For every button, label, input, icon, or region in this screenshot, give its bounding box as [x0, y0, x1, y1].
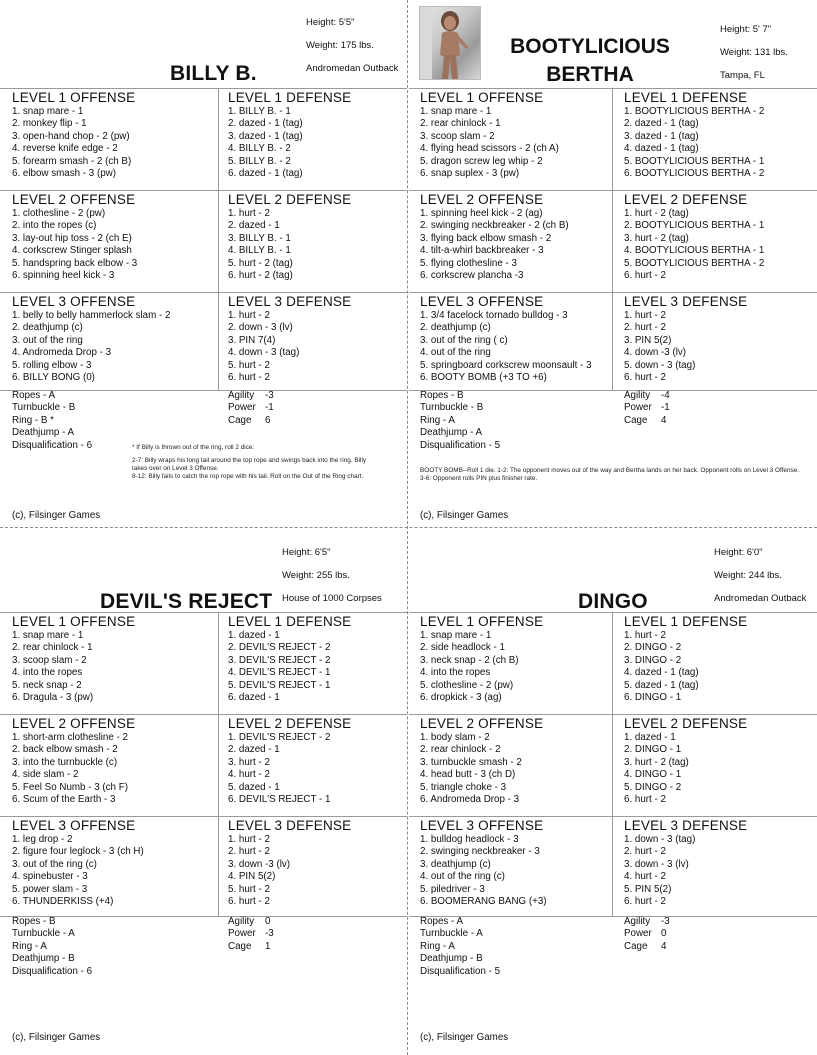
move-entry: 4. DEVIL'S REJECT - 1	[228, 667, 331, 679]
move-entry: 3. lay-out hip toss - 2 (ch E)	[12, 232, 132, 244]
copyright-text: (c), Filsinger Games	[420, 510, 509, 521]
ring-stats	[420, 390, 500, 452]
note-paragraph: 2-7: Billy wraps his long tail around the top rope and swings back into the ring. Billy takes over on Level 3 Offense. 8-12: Billy fails to catch the rop rope with his tail. Roll on the Out of the Ring chart.	[132, 457, 367, 480]
level3-offense-block	[12, 294, 170, 384]
move-entry: 2. side headlock - 1	[420, 642, 505, 654]
move-entry: 6. elbow smash - 3 (pw)	[12, 168, 116, 180]
move-entry: 6. Andromeda Drop - 3	[420, 794, 520, 806]
power-value: -1	[265, 402, 274, 414]
weight-text: Weight: 131 lbs.	[720, 46, 788, 58]
move-entry: 2. hurt - 2	[228, 846, 270, 858]
move-entry: 2. swinging neckbreaker - 2 (ch B)	[420, 220, 569, 232]
move-entry: 4. out of the ring (c)	[420, 871, 505, 883]
move-entry: 4. down - 3 (tag)	[228, 347, 300, 359]
section-heading: LEVEL 3 OFFENSE	[12, 294, 136, 309]
divider	[0, 88, 407, 89]
move-entry: 2. deathjump (c)	[420, 322, 491, 334]
weight-text: Weight: 244 lbs.	[714, 569, 782, 581]
move-entry: 4. BILLY B. - 1	[228, 245, 291, 257]
wrestler-photo	[419, 6, 481, 80]
move-entry: 2. dazed - 1 (tag)	[624, 118, 699, 130]
move-entry: 5. dazed - 1	[228, 781, 280, 793]
level1-defense-block	[624, 90, 764, 180]
move-entry: 6. hurt - 2 (tag)	[228, 270, 293, 282]
power-value: -3	[265, 928, 274, 940]
divider	[0, 190, 407, 191]
move-entry: 6. snap suplex - 3 (pw)	[420, 168, 520, 180]
move-entry: 3. neck snap - 2 (ch B)	[420, 654, 519, 666]
stat-line: Turnbuckle - B	[12, 402, 76, 414]
cage-label: Cage	[624, 414, 648, 426]
agility-label: Agility	[228, 390, 255, 401]
copyright-text: (c), Filsinger Games	[12, 510, 101, 521]
move-entry: 2. rear chinlock - 2	[420, 744, 501, 756]
move-entry: 1. belly to belly hammerlock slam - 2	[12, 310, 171, 321]
stat-line: Disqualification - 6	[12, 439, 93, 451]
stat-line: Ring - A	[12, 940, 47, 952]
move-entry: 2. DINGO - 1	[624, 744, 682, 756]
move-entry: 5. clothesline - 2 (pw)	[420, 679, 514, 691]
section-heading: LEVEL 2 OFFENSE	[12, 192, 136, 207]
move-entry: 3. hurt - 2	[228, 756, 270, 768]
move-entry: 3. dazed - 1 (tag)	[624, 130, 699, 142]
move-entry: 5. power slam - 3	[12, 883, 88, 895]
move-entry: 6. BILLY BONG (0)	[12, 372, 95, 384]
move-entry: 2. rear chinlock - 1	[12, 642, 93, 654]
level2-defense-block	[624, 716, 747, 806]
height-text: Height: 5'5"	[306, 16, 355, 28]
move-entry: 5. triangle choke - 3	[420, 781, 507, 793]
divider	[0, 816, 407, 817]
column-divider	[612, 612, 613, 916]
attribute-stats	[624, 390, 670, 427]
wrestler-info	[720, 12, 810, 93]
hometown-text: Andromedan Outback	[306, 62, 399, 74]
move-entry: 1. body slam - 2	[420, 732, 490, 743]
level1-offense-block	[12, 90, 135, 180]
cage-value: 4	[661, 940, 667, 952]
divider	[409, 88, 817, 89]
column-divider	[612, 88, 613, 390]
section-heading: LEVEL 1 DEFENSE	[624, 614, 748, 629]
move-entry: 5. piledriver - 3	[420, 883, 485, 895]
move-entry: 2. dazed - 1	[228, 220, 280, 232]
section-heading: LEVEL 3 DEFENSE	[624, 818, 748, 833]
move-entry: 5. PIN 5(2)	[624, 883, 672, 895]
move-entry: 5. hurt - 2	[228, 883, 270, 895]
level3-offense-block	[12, 818, 144, 908]
move-entry: 1. BILLY B. - 1	[228, 106, 291, 117]
move-entry: 3. into the turnbuckle (c)	[12, 756, 118, 768]
agility-value: -3	[661, 916, 670, 927]
move-entry: 2. figure four leglock - 3 (ch H)	[12, 846, 144, 858]
wrestler-name: BILLY B.	[170, 62, 257, 85]
move-entry: 5. dazed - 1 (tag)	[624, 679, 699, 691]
divider	[409, 292, 817, 293]
section-heading: LEVEL 3 OFFENSE	[420, 294, 544, 309]
move-entry: 4. out of the ring	[420, 347, 491, 359]
move-entry: 1. down - 3 (tag)	[624, 834, 696, 845]
move-entry: 1. snap mare - 1	[12, 630, 84, 641]
move-entry: 3. BILLY B. - 1	[228, 232, 291, 244]
stat-line: Ring - A	[420, 940, 455, 952]
cage-label: Cage	[624, 940, 648, 952]
move-entry: 4. Andromeda Drop - 3	[12, 347, 112, 359]
section-heading: LEVEL 1 OFFENSE	[12, 90, 136, 105]
height-text: Height: 5' 7"	[720, 23, 772, 35]
agility-label: Agility	[228, 916, 255, 927]
level2-offense-block	[12, 716, 135, 806]
wrestler-info	[714, 535, 814, 616]
move-entry: 6. hurt - 2	[624, 794, 666, 806]
move-entry: 2. dazed - 1 (tag)	[228, 118, 303, 130]
move-entry: 1. hurt - 2	[624, 310, 666, 321]
move-entry: 3. DINGO - 2	[624, 654, 682, 666]
move-entry: 5. dragon screw leg whip - 2	[420, 155, 543, 167]
stat-line: Disqualification - 6	[12, 965, 93, 977]
move-entry: 5. handspring back elbow - 3	[12, 257, 138, 269]
move-entry: 3. down - 3 (lv)	[624, 858, 689, 870]
cage-label: Cage	[228, 940, 252, 952]
move-entry: 1. dazed - 1	[624, 732, 676, 743]
move-entry: 4. PIN 5(2)	[228, 871, 276, 883]
special-rules-note	[420, 467, 800, 488]
level2-defense-block	[624, 192, 764, 282]
move-entry: 4. down -3 (lv)	[624, 347, 687, 359]
divider	[0, 612, 407, 613]
level3-offense-block	[420, 294, 592, 384]
section-heading: LEVEL 1 DEFENSE	[624, 90, 748, 105]
move-entry: 6. BOOMERANG BANG (+3)	[420, 896, 547, 908]
move-entry: 3. flying back elbow smash - 2	[420, 232, 552, 244]
column-divider	[218, 88, 219, 390]
section-heading: LEVEL 1 OFFENSE	[420, 614, 544, 629]
move-entry: 1. spinning heel kick - 2 (ag)	[420, 208, 543, 219]
wrestler-info	[282, 535, 407, 616]
move-entry: 2. back elbow smash - 2	[12, 744, 118, 756]
cage-value: 1	[265, 940, 271, 952]
move-entry: 4. BOOTYLICIOUS BERTHA - 1	[624, 245, 765, 257]
section-heading: LEVEL 2 OFFENSE	[420, 192, 544, 207]
move-entry: 5. Feel So Numb - 3 (ch F)	[12, 781, 128, 793]
move-entry: 5. forearm smash - 2 (ch B)	[12, 155, 132, 167]
move-entry: 1. hurt - 2	[624, 630, 666, 641]
stat-line: Ring - B *	[12, 414, 54, 426]
move-entry: 4. BILLY B. - 2	[228, 143, 291, 155]
move-entry: 4. DINGO - 1	[624, 769, 682, 781]
special-rules-note	[132, 444, 382, 486]
wrestler-name: DEVIL'S REJECT	[100, 590, 273, 613]
move-entry: 4. corkscrew Stinger splash	[12, 245, 132, 257]
move-entry: 4. tilt-a-whirl backbreaker - 3	[420, 245, 544, 257]
move-entry: 6. BOOTYLICIOUS BERTHA - 2	[624, 168, 765, 180]
divider	[409, 612, 817, 613]
move-entry: 5. BOOTYLICIOUS BERTHA - 2	[624, 257, 765, 269]
move-entry: 2. DINGO - 2	[624, 642, 682, 654]
stat-line: Ropes - B	[420, 390, 464, 401]
move-entry: 5. BILLY B. - 2	[228, 155, 291, 167]
height-text: Height: 6'5"	[282, 546, 331, 558]
move-entry: 1. hurt - 2	[228, 834, 270, 845]
level3-offense-block	[420, 818, 547, 908]
move-entry: 6. dazed - 1	[228, 692, 280, 704]
move-entry: 6. Scum of the Earth - 3	[12, 794, 116, 806]
move-entry: 2. into the ropes (c)	[12, 220, 97, 232]
stat-line: Turnbuckle - A	[420, 928, 483, 940]
move-entry: 3. out of the ring (c)	[12, 858, 97, 870]
level3-defense-block	[228, 294, 351, 384]
section-heading: LEVEL 1 DEFENSE	[228, 90, 352, 105]
move-entry: 5. hurt - 2 (tag)	[228, 257, 293, 269]
section-heading: LEVEL 1 DEFENSE	[228, 614, 352, 629]
move-entry: 3. dazed - 1 (tag)	[228, 130, 303, 142]
section-heading: LEVEL 2 DEFENSE	[228, 192, 352, 207]
divider	[0, 714, 407, 715]
horizontal-cut-line	[0, 527, 817, 528]
move-entry: 2. hurt - 2	[624, 322, 666, 334]
ring-stats	[420, 916, 500, 978]
move-entry: 6. dazed - 1 (tag)	[228, 168, 303, 180]
wrestler-info	[306, 5, 406, 86]
copyright-text: (c), Filsinger Games	[12, 1032, 101, 1043]
hometown-text: House of 1000 Corpses	[282, 592, 382, 604]
section-heading: LEVEL 2 OFFENSE	[12, 716, 136, 731]
section-heading: LEVEL 3 OFFENSE	[12, 818, 136, 833]
move-entry: 2. down - 3 (lv)	[228, 322, 293, 334]
power-value: 0	[661, 928, 667, 940]
wrestler-name: DINGO	[578, 590, 648, 613]
move-entry: 5. springboard corkscrew moonsault - 3	[420, 359, 592, 371]
stat-line: Deathjump - B	[420, 953, 483, 965]
move-entry: 6. corkscrew plancha -3	[420, 270, 524, 282]
move-entry: 6. hurt - 2	[624, 896, 666, 908]
move-entry: 1. hurt - 2	[228, 310, 270, 321]
section-heading: LEVEL 1 OFFENSE	[420, 90, 544, 105]
move-entry: 6. hurt - 2	[228, 896, 270, 908]
move-entry: 3. out of the ring ( c)	[420, 334, 508, 346]
weight-text: Weight: 175 lbs.	[306, 39, 374, 51]
move-entry: 5. hurt - 2	[228, 359, 270, 371]
level2-defense-block	[228, 716, 351, 806]
section-heading: LEVEL 3 DEFENSE	[624, 294, 748, 309]
wrestler-name: BOOTYLICIOUS BERTHA	[510, 35, 670, 86]
power-label: Power	[624, 402, 652, 414]
stat-line: Disqualification - 5	[420, 439, 501, 451]
move-entry: 5. DINGO - 2	[624, 781, 682, 793]
ring-stats	[12, 916, 92, 978]
copyright-text: (c), Filsinger Games	[420, 1032, 509, 1043]
section-heading: LEVEL 3 OFFENSE	[420, 818, 544, 833]
column-divider	[218, 612, 219, 916]
stat-line: Ropes - A	[12, 390, 56, 401]
attribute-stats	[624, 916, 670, 953]
move-entry: 6. hurt - 2	[624, 372, 666, 384]
power-label: Power	[228, 402, 256, 414]
attribute-stats	[228, 916, 274, 953]
section-heading: LEVEL 1 OFFENSE	[12, 614, 136, 629]
move-entry: 2. deathjump (c)	[12, 322, 83, 334]
move-entry: 3. deathjump (c)	[420, 858, 491, 870]
section-heading: LEVEL 3 DEFENSE	[228, 294, 352, 309]
move-entry: 4. hurt - 2	[624, 871, 666, 883]
move-entry: 6. BOOTY BOMB (+3 TO +6)	[420, 372, 547, 384]
move-entry: 3. PIN 7(4)	[228, 334, 276, 346]
move-entry: 4. into the ropes	[420, 667, 491, 679]
agility-value: -4	[661, 390, 670, 401]
level3-defense-block	[228, 818, 351, 908]
move-entry: 2. hurt - 2	[624, 846, 666, 858]
level1-defense-block	[228, 614, 351, 704]
level2-offense-block	[420, 716, 543, 806]
agility-value: 0	[265, 916, 271, 927]
level1-defense-block	[624, 614, 747, 704]
divider	[409, 816, 817, 817]
agility-value: -3	[265, 390, 274, 401]
move-entry: 2. DEVIL'S REJECT - 2	[228, 642, 331, 654]
hometown-text: Tampa, FL	[720, 69, 765, 81]
move-entry: 1. hurt - 2 (tag)	[624, 208, 689, 219]
move-entry: 1. hurt - 2	[228, 208, 270, 219]
move-entry: 6. hurt - 2	[624, 270, 666, 282]
move-entry: 3. turnbuckle smash - 2	[420, 756, 522, 768]
move-entry: 4. hurt - 2	[228, 769, 270, 781]
move-entry: 1. leg drop - 2	[12, 834, 73, 845]
level1-offense-block	[420, 90, 559, 180]
move-entry: 1. snap mare - 1	[12, 106, 84, 117]
move-entry: 1. snap mare - 1	[420, 106, 492, 117]
stat-line: Deathjump - A	[12, 427, 75, 439]
move-entry: 3. hurt - 2 (tag)	[624, 756, 689, 768]
level1-offense-block	[12, 614, 135, 704]
weight-text: Weight: 255 lbs.	[282, 569, 350, 581]
cage-value: 6	[265, 414, 271, 426]
stat-line: Turnbuckle - B	[420, 402, 484, 414]
move-entry: 3. DEVIL'S REJECT - 2	[228, 654, 331, 666]
move-entry: 4. flying head scissors - 2 (ch A)	[420, 143, 559, 155]
section-heading: LEVEL 2 DEFENSE	[624, 192, 748, 207]
ring-stats	[12, 390, 92, 452]
section-heading: LEVEL 2 DEFENSE	[624, 716, 748, 731]
section-heading: LEVEL 3 DEFENSE	[228, 818, 352, 833]
move-entry: 4. dazed - 1 (tag)	[624, 143, 699, 155]
move-entry: 6. dropkick - 3 (ag)	[420, 692, 502, 704]
note-paragraph: BOOTY BOMB--Roll 1 die. 1-2: The opponent moves out of the way and Bertha lands on her back. Opponent rolls on Level 3 Offense. 3-6: Opponent rolls PIN plus finisher rate.	[420, 467, 800, 482]
move-entry: 3. down -3 (lv)	[228, 858, 291, 870]
note-paragraph: * If Billy is thrown out of the ring, roll 2 dice:	[132, 444, 255, 451]
power-label: Power	[624, 928, 652, 940]
move-entry: 3. PIN 5(2)	[624, 334, 672, 346]
level2-defense-block	[228, 192, 351, 282]
attribute-stats	[228, 390, 274, 427]
move-entry: 1. dazed - 1	[228, 630, 280, 641]
move-entry: 6. hurt - 2	[228, 372, 270, 384]
section-heading: LEVEL 2 DEFENSE	[228, 716, 352, 731]
height-text: Height: 6'0"	[714, 546, 763, 558]
stat-line: Ropes - B	[12, 916, 56, 927]
move-entry: 6. DINGO - 1	[624, 692, 682, 704]
stat-line: Deathjump - A	[420, 427, 483, 439]
move-entry: 1. DEVIL'S REJECT - 2	[228, 732, 331, 743]
move-entry: 3. hurt - 2 (tag)	[624, 232, 689, 244]
cage-label: Cage	[228, 414, 252, 426]
divider	[409, 714, 817, 715]
level1-offense-block	[420, 614, 543, 704]
move-entry: 4. spinebuster - 3	[12, 871, 88, 883]
move-entry: 6. THUNDERKISS (+4)	[12, 896, 114, 908]
move-entry: 1. clothesline - 2 (pw)	[12, 208, 106, 219]
divider	[0, 292, 407, 293]
level1-defense-block	[228, 90, 351, 180]
move-entry: 6. DEVIL'S REJECT - 1	[228, 794, 331, 806]
move-entry: 6. spinning heel kick - 3	[12, 270, 115, 282]
agility-label: Agility	[624, 390, 651, 401]
stat-line: Deathjump - B	[12, 953, 75, 965]
move-entry: 5. DEVIL'S REJECT - 1	[228, 679, 331, 691]
move-entry: 4. side slam - 2	[12, 769, 79, 781]
move-entry: 5. flying clothesline - 3	[420, 257, 517, 269]
move-entry: 2. BOOTYLICIOUS BERTHA - 1	[624, 220, 765, 232]
level3-defense-block	[624, 818, 747, 908]
move-entry: 2. rear chinlock - 1	[420, 118, 501, 130]
move-entry: 1. BOOTYLICIOUS BERTHA - 2	[624, 106, 765, 117]
move-entry: 5. rolling elbow - 3	[12, 359, 92, 371]
move-entry: 2. dazed - 1	[228, 744, 280, 756]
power-value: -1	[661, 402, 670, 414]
move-entry: 2. monkey flip - 1	[12, 118, 87, 130]
stat-line: Disqualification - 5	[420, 965, 501, 977]
move-entry: 1. short-arm clothesline - 2	[12, 732, 128, 743]
level2-offense-block	[12, 192, 137, 282]
move-entry: 1. bulldog headlock - 3	[420, 834, 519, 845]
move-entry: 5. BOOTYLICIOUS BERTHA - 1	[624, 155, 765, 167]
stat-line: Turnbuckle - A	[12, 928, 75, 940]
stat-line: Ropes - A	[420, 916, 464, 927]
move-entry: 4. head butt - 3 (ch D)	[420, 769, 516, 781]
move-entry: 2. swinging neckbreaker - 3	[420, 846, 540, 858]
move-entry: 1. snap mare - 1	[420, 630, 492, 641]
move-entry: 3. scoop slam - 2	[420, 130, 495, 142]
cage-value: 4	[661, 414, 667, 426]
move-entry: 3. open-hand chop - 2 (pw)	[12, 130, 130, 142]
level2-offense-block	[420, 192, 569, 282]
move-entry: 4. dazed - 1 (tag)	[624, 667, 699, 679]
power-label: Power	[228, 928, 256, 940]
agility-label: Agility	[624, 916, 651, 927]
move-entry: 5. down - 3 (tag)	[624, 359, 696, 371]
move-entry: 4. reverse knife edge - 2	[12, 143, 118, 155]
level3-defense-block	[624, 294, 747, 384]
move-entry: 1. 3/4 facelock tornado bulldog - 3	[420, 310, 568, 321]
move-entry: 6. Dragula - 3 (pw)	[12, 692, 94, 704]
move-entry: 3. out of the ring	[12, 334, 83, 346]
move-entry: 3. scoop slam - 2	[12, 654, 87, 666]
stat-line: Ring - A	[420, 414, 455, 426]
hometown-text: Andromedan Outback	[714, 592, 807, 604]
move-entry: 4. into the ropes	[12, 667, 83, 679]
move-entry: 5. neck snap - 2	[12, 679, 82, 691]
divider	[409, 190, 817, 191]
section-heading: LEVEL 2 OFFENSE	[420, 716, 544, 731]
